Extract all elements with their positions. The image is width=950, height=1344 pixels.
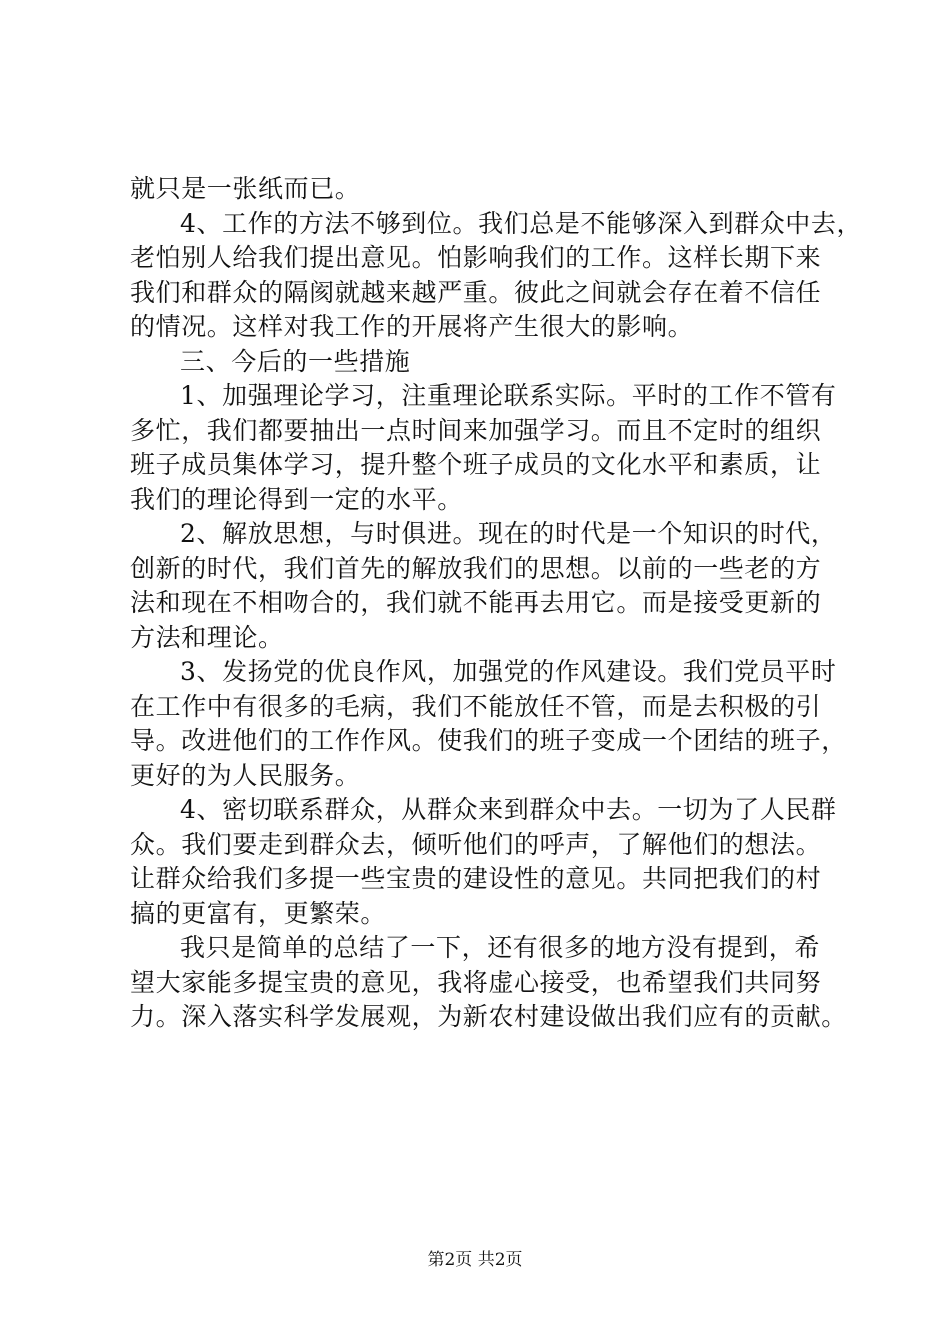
text-line: 我们的理论得到一定的水平。 [130, 484, 463, 514]
text-line: 方法和理论。 [130, 622, 284, 652]
text-line: 力。深入落实科学发展观，为新农村建设做出我们应有的贡献。 [130, 1002, 847, 1031]
text-line: 多忙，我们都要抽出一点时间来加强学习。而且不定时的组织 [130, 415, 822, 445]
text-line: 3、发扬党的优良作风，加强党的作风建设。我们党员平时 [180, 657, 837, 686]
text-line: 老怕别人给我们提出意见。怕影响我们的工作。这样长期下来 [130, 243, 822, 272]
text-line: 1、加强理论学习，注重理论联系实际。平时的工作不管有 [180, 381, 837, 410]
text-line: 班子成员集体学习，提升整个班子成员的文化水平和素质，让 [130, 450, 822, 479]
text-line: 望大家能多提宝贵的意见，我将虚心接受，也希望我们共同努 [130, 967, 822, 997]
text-line: 法和现在不相吻合的，我们就不能再去用它。而是接受更新的 [130, 588, 822, 617]
text-line: 的情况。这样对我工作的开展将产生很大的影响。 [130, 312, 694, 341]
section-heading: 三、今后的一些措施 [180, 346, 411, 376]
text-line: 在工作中有很多的毛病，我们不能放任不管，而是去积极的引 [130, 691, 822, 721]
text-line: 让群众给我们多提一些宝贵的建设性的意见。共同把我们的村 [130, 864, 822, 893]
text-line: 创新的时代，我们首先的解放我们的思想。以前的一些老的方 [130, 553, 822, 583]
text-line: 搞的更富有，更繁荣。 [130, 898, 387, 928]
text-line: 我只是简单的总结了一下，还有很多的地方没有提到，希 [180, 933, 821, 962]
text-line: 4、密切联系群众，从群众来到群众中去。一切为了人民群 [180, 795, 837, 824]
text-line: 我们和群众的隔阂就越来越严重。彼此之间就会存在着不信任 [130, 277, 822, 307]
text-line: 导。改进他们的工作作风。使我们的班子变成一个团结的班子， [130, 726, 847, 755]
text-line: 2、解放思想，与时俱进。现在的时代是一个知识的时代， [180, 519, 837, 548]
page-number-footer: 第2页 共2页 [427, 1250, 523, 1270]
text-line: 更好的为人民服务。 [130, 760, 361, 790]
text-line: 4、工作的方法不够到位。我们总是不能够深入到群众中去， [180, 208, 863, 238]
text-line: 就只是一张纸而已。 [130, 174, 361, 203]
text-line: 众。我们要走到群众去，倾听他们的呼声，了解他们的想法。 [130, 829, 822, 859]
document-body [130, 172, 863, 1035]
